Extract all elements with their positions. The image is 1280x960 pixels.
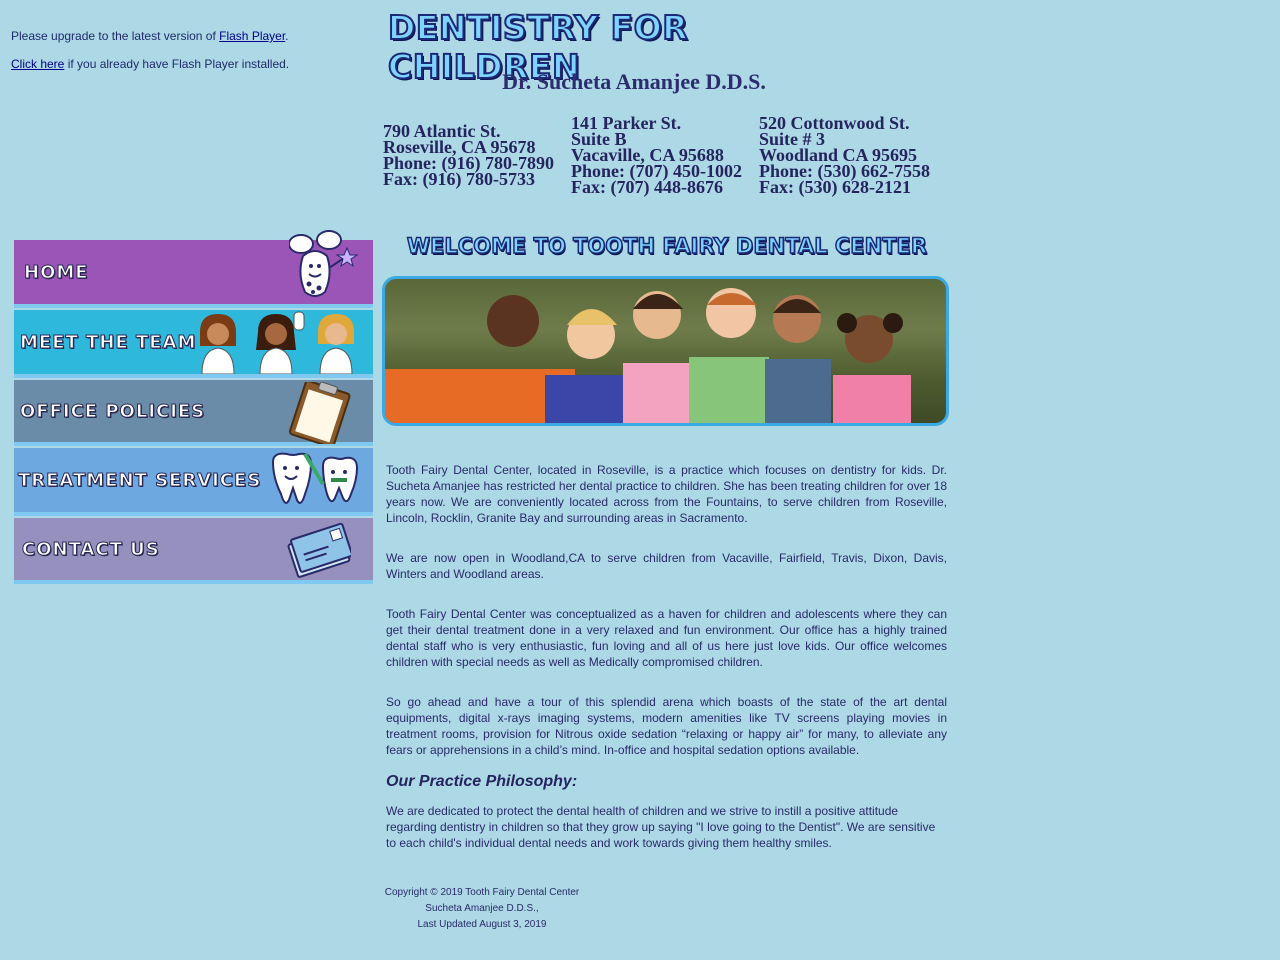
flash-notice	[11, 22, 289, 78]
footer-doctor-name: Sucheta Amanjee D.D.S.,	[425, 903, 539, 914]
address-roseville: 790 Atlantic St. Roseville, CA 95678 Phone: (916) 780-7890 Fax: (916) 780-5733	[383, 121, 554, 189]
click-here-link[interactable]: Click here	[11, 57, 65, 71]
envelope-icon	[285, 520, 351, 585]
nav-team-label: MEET THE TEAM	[20, 331, 197, 353]
footer	[382, 885, 582, 933]
address-vacaville: 141 Parker St. Suite B Vacaville, CA 95688 Phone: (707) 450-1002 Fax: (707) 448-8676	[571, 113, 742, 197]
doctor-name: Dr. Sucheta Amanjee D.D.S.	[502, 69, 766, 94]
concept-paragraph: Tooth Fairy Dental Center was conceptualized as a haven for children and adolescents where they can get their dental treatment done in a very relaxed and fun environment. Our office has a highly trained dental staff who is very enthusiastic, fun loving and all of us here just love kids. Our office welcomes children with special needs as well as Medically compromised children.	[386, 607, 947, 669]
philosophy-paragraph: We are dedicated to protect the dental health of children and we strive to instill a positive attitude regarding dentistry in children so that they grow up saying "I love going to the Dentist". We are sensitive to each child's individual dental needs and work towards giving them healthy smiles.	[386, 804, 936, 850]
nav-home-label: HOME	[24, 261, 89, 283]
nav-treatment-services-button[interactable]	[14, 448, 373, 516]
welcome-banner: WELCOME TO TOOTH FAIRY DENTAL CENTER	[406, 234, 928, 258]
nav-contact-label: CONTACT US	[22, 538, 160, 560]
intro-paragraph: Tooth Fairy Dental Center, located in Roseville, is a practice which focuses on dentistry for kids. Dr. Sucheta Amanjee has restricted her dental practice to children. She has been treating children for over 18 years now. We are conveniently located across from the Fountains, to serve children from Roseville, Lincoln, Rocklin, Granite Bay and surrounding areas in Sacramento.	[386, 463, 947, 525]
flash-upgrade-line: Please upgrade to the latest version of Flash Player.	[11, 29, 289, 43]
nav-office-policies-button[interactable]	[14, 380, 373, 446]
clipboard-icon	[285, 382, 355, 449]
dental-team-icon	[192, 310, 367, 379]
woodland-paragraph: We are now open in Woodland,CA to serve children from Vacaville, Fairfield, Travis, Dixon, Davis, Winters and Woodland areas.	[386, 551, 947, 581]
last-updated-text: Last Updated August 3, 2019	[417, 919, 547, 930]
site-title: DENTISTRY FOR CHILDREN	[388, 8, 689, 86]
address-woodland: 520 Cottonwood St. Suite # 3 Woodland CA 95695 Phone: (530) 662-7558 Fax: (530) 628-2121	[759, 113, 930, 197]
tour-paragraph: So go ahead and have a tour of this splendid arena which boasts of the state of the art dental equipments, digital x-rays imaging systems, modern amenities like TV screens playing movies in treatment rooms, provision for Nitrous oxide sedation “relaxing or happy air” for many, to alleviate any fears or apprehensions in a child’s mind. In-office and hospital sedation options available.	[386, 695, 947, 757]
tooth-fairy-icon	[289, 226, 359, 311]
nav-services-label: TREATMENT SERVICES	[18, 469, 262, 491]
philosophy-heading: Our Practice Philosophy:	[386, 773, 578, 790]
children-illustration	[385, 279, 946, 423]
copyright-text: Copyright © 2019 Tooth Fairy Dental Center	[384, 887, 580, 898]
children-photo	[382, 276, 949, 426]
main-content	[386, 462, 947, 851]
flash-player-link[interactable]: Flash Player	[219, 29, 286, 43]
cartoon-teeth-icon	[265, 448, 365, 517]
main-nav	[14, 240, 373, 584]
nav-policies-label: OFFICE POLICIES	[20, 400, 206, 422]
flash-installed-line: Click here if you already have Flash Player installed.	[11, 57, 290, 71]
nav-home-button[interactable]	[14, 240, 373, 308]
nav-contact-us-button[interactable]	[14, 518, 373, 584]
nav-meet-the-team-button[interactable]	[14, 310, 373, 378]
